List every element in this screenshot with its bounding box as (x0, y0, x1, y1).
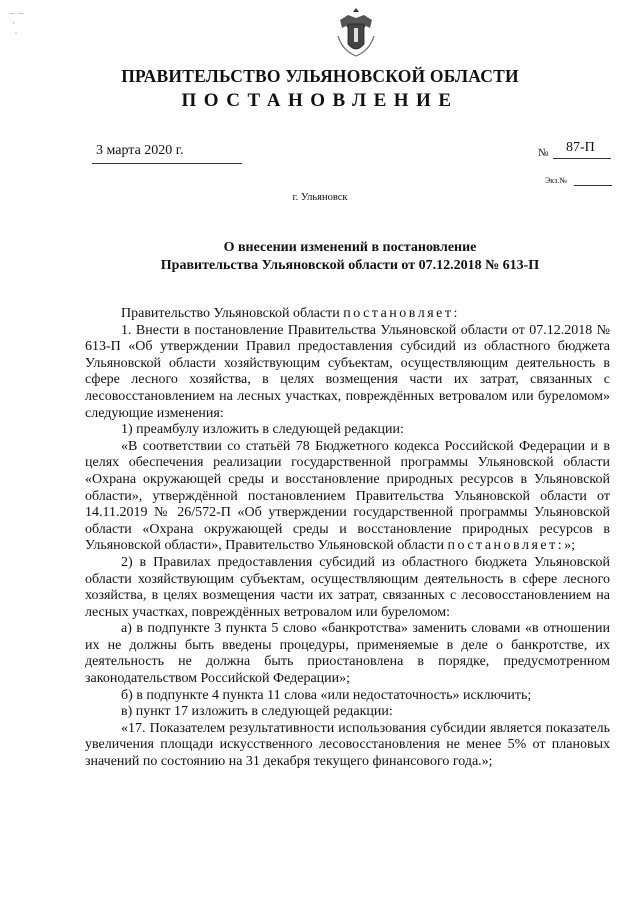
decree-date: 3 марта 2020 г. (96, 143, 184, 158)
decree-body (85, 306, 610, 771)
paragraph: 1) преамбулу изложить в следующей редакции: (121, 422, 404, 438)
paragraph: б) в подпункте 4 пункта 11 слова «или недостаточность» исключить; (121, 687, 532, 703)
decree-subject (100, 239, 600, 275)
number-underline (553, 158, 611, 159)
copy-number-underline (574, 185, 612, 186)
subject-line: О внесении изменений в постановление (223, 240, 477, 255)
paragraph: в) пункт 17 изложить в следующей редакции: (121, 704, 393, 720)
decree-number: 87-П (566, 140, 595, 155)
paragraph: «17. Показателем результативности использования субсидии является показатель увеличения площади искусственного лесовосстановления не менее 5% от плановых значений по состоянию на 31 декабря текущего финансового года.»; (85, 720, 610, 770)
coat-of-arms-icon (334, 6, 378, 58)
scan-marks: – – · · (10, 8, 24, 38)
city: г. Ульяновск (292, 192, 348, 203)
preamble-end: »; (564, 538, 576, 554)
copy-number-label: Экз.№ (545, 176, 567, 185)
paragraph: 1. Внести в постановление Правительства Ульяновской области от 07.12.2018 № 613-П «Об утверждении Правил предоставления субсидий из областного бюджета Ульяновской области хозяйствующим субъектам, осуществляющим деятельность в сфере лесного хозяйства, в целях возмещения части их затрат, связанных с лесовосстановлением на лесных участках, повреждённых ветровалом или буреломом» следующие изменения: (85, 322, 610, 421)
document-type: ПОСТАНОВЛЕНИЕ (181, 90, 459, 111)
paragraph: 2) в Правилах предоставления субсидий из областного бюджета Ульяновской области хозяйствующим субъектам, осуществляющим деятельность в сфере лесного хозяйства, в целях возмещения части их затрат, связанных с лесовосстановлением на лесных участках, повреждённых ветровалом или буреломом: (85, 554, 610, 620)
paragraph (85, 439, 610, 555)
paragraph: а) в подпункте 3 пункта 5 слово «банкротства» заменить словами «в отношении их не должны быть введены процедуры, применяемые в деле о банкротстве, их деятельность не должна быть приостановлена в порядке, предусмотренном законодательством Российской Федерации»; (85, 621, 610, 687)
date-underline (92, 163, 242, 164)
preamble-text: «В соответствии со статьёй 78 Бюджетного кодекса Российской Федерации и в целях обеспечения реализации государственной программы Ульяновской области «Охрана окружающей среды и восстановление природных ресурсов в Ульяновской области», утверждённой постановлением Правительства Ульяновской области от 14.11.2019 № 26/572-П «Об утверждении государственной программы Ульяновской области «Охрана окружающей среды и восстановление природных ресурсов в Ульяновской области», Правительство Ульяновской области (85, 438, 610, 554)
intro-text: Правительство Ульяновской области (121, 306, 344, 321)
subject-line: Правительства Ульяновской области от 07.12.2018 № 613-П (160, 258, 540, 273)
preamble-keyword: постановляет: (447, 538, 565, 554)
intro-keyword: постановляет: (343, 306, 460, 321)
intro-paragraph (85, 306, 610, 323)
government-name: ПРАВИТЕЛЬСТВО УЛЬЯНОВСКОЙ ОБЛАСТИ (121, 66, 519, 86)
number-sign: № (538, 147, 549, 159)
